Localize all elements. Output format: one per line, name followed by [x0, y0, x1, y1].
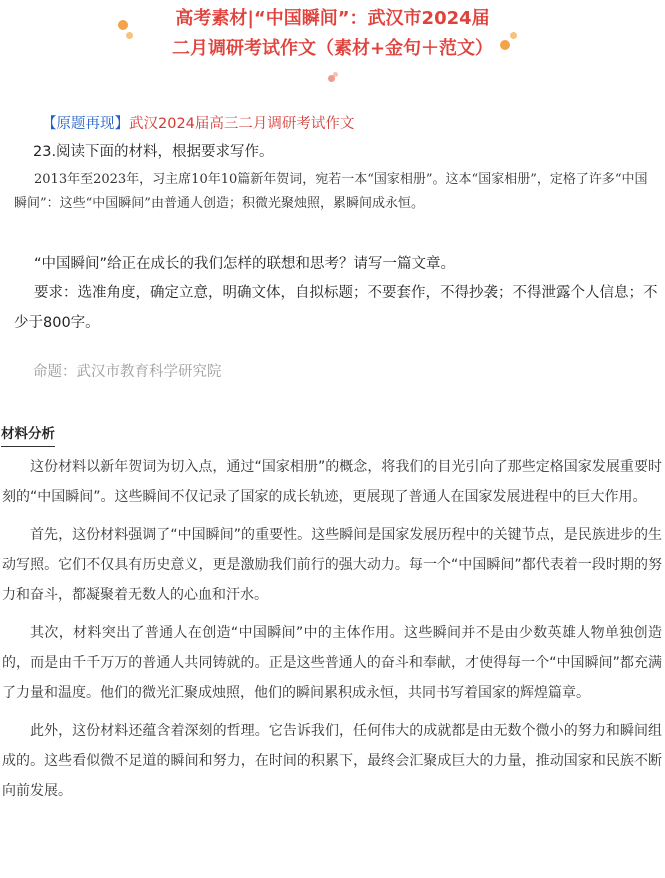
analysis-body: [2, 452, 662, 814]
title-line-1: 高考素材|“中国瞬间”：武汉市2024届: [175, 8, 490, 29]
exam-name: 武汉2024届高三二月调研考试作文: [129, 116, 355, 132]
question-paragraph: “中国瞬间”给正在成长的我们怎样的联想和思考？请写一篇文章。: [34, 256, 456, 272]
analysis-heading: 材料分析: [1, 425, 55, 447]
decoration-dot-icon: [500, 40, 510, 50]
analysis-paragraph: 此外，这份材料还蕴含着深刻的哲理。它告诉我们，任何伟大的成就都是由无数个微小的努力和瞬间组成的。这些看似微不足道的瞬间和努力，在时间的积累下，最终会汇聚成巨大的力量，推动国家和民族不断向前发展。: [2, 723, 662, 799]
requirement-paragraph: 要求：选准角度，确定立意，明确文体，自拟标题；不要套作，不得抄袭；不得泄露个人信息；不少于800字。: [14, 285, 658, 331]
author-credit: 命题：武汉市教育科学研究院: [33, 364, 222, 380]
original-question-heading: [42, 114, 665, 134]
decoration-dot-icon: [510, 32, 517, 39]
section-bracket-label: 【原题再现】: [42, 116, 129, 132]
analysis-paragraph: 首先，这份材料强调了“中国瞬间”的重要性。这些瞬间是国家发展历程中的关键节点，是民族进步的生动写照。它们不仅具有历史意义，更是激励我们前行的强大动力。每一个“中国瞬间”都代表着一段时期的努力和奋斗，都凝聚着无数人的心血和汗水。: [2, 527, 662, 603]
task-instruction: 23.阅读下面的材料，根据要求写作。: [33, 144, 274, 160]
title-line-2: 二月调研考试作文（素材+金句＋范文）: [171, 38, 494, 59]
pencil-icon: [326, 72, 338, 84]
analysis-paragraph: 其次，材料突出了普通人在创造“中国瞬间”中的主体作用。这些瞬间并不是由少数英雄人物单独创造的，而是由千千万万的普通人共同铸就的。正是这些普通人的奋斗和奉献，才使得每一个“中国瞬间”都充满了力量和温度。他们的微光汇聚成烛照，他们的瞬间累积成永恒，共同书写着国家的辉煌篇章。: [2, 625, 662, 701]
decoration-dot-icon: [118, 20, 128, 30]
material-text: [14, 168, 660, 216]
article-title: [0, 4, 665, 64]
requirement-text: [14, 278, 664, 338]
analysis-paragraph: 这份材料以新年贺词为切入点，通过“国家相册”的概念，将我们的目光引向了那些定格国家发展重要时刻的“中国瞬间”。这些瞬间不仅记录了国家的成长轨迹，更展现了普通人在国家发展进程中的巨大作用。: [2, 459, 662, 505]
decoration-dot-icon: [126, 32, 133, 39]
question-text: [14, 252, 660, 276]
material-paragraph: 2013年至2023年，习主席10年10篇新年贺词，宛若一本“国家相册”。这本“国家相册”，定格了许多“中国瞬间”：这些“中国瞬间”由普通人创造；积微光聚烛照，累瞬间成永恒。: [14, 172, 648, 211]
